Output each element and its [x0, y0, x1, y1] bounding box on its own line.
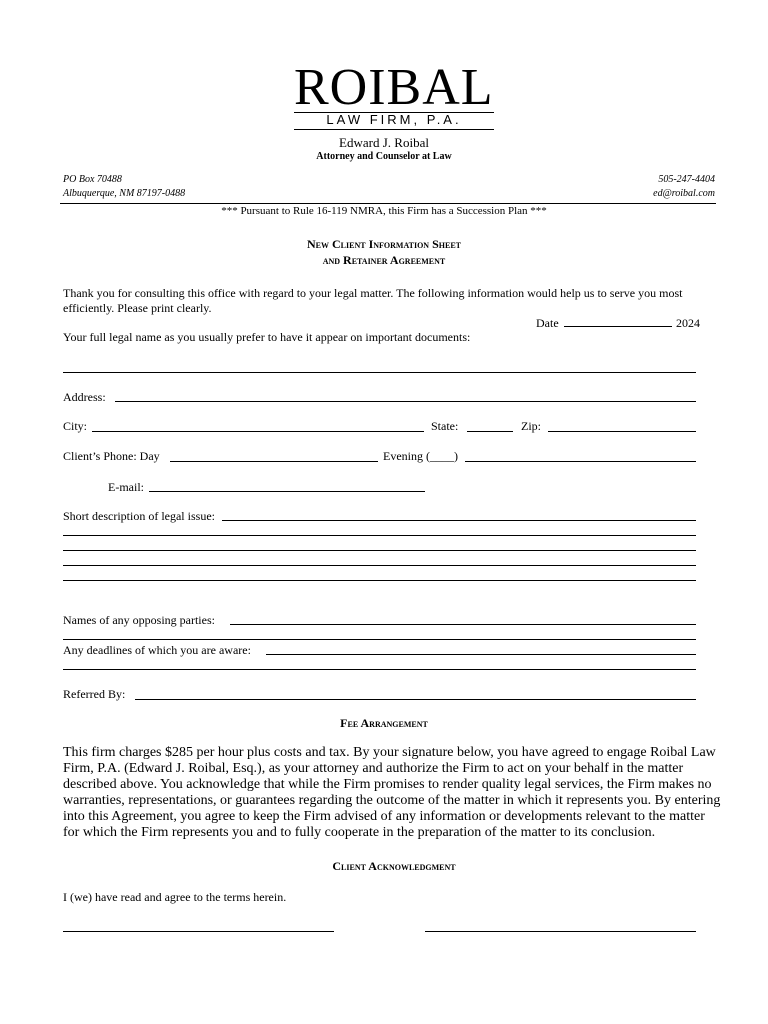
- referred-by-label: Referred By:: [63, 687, 126, 701]
- legal-issue-field-2[interactable]: [63, 535, 696, 536]
- opposing-parties-field-1[interactable]: [230, 624, 696, 625]
- address-label: Address:: [63, 390, 106, 404]
- city-label: City:: [63, 419, 88, 433]
- opposing-parties-field-2[interactable]: [63, 639, 696, 640]
- intro-text: Thank you for consulting this office with regard to your legal matter. The following information would help us to serve you most efficiently. Please print clearly.: [63, 286, 683, 315]
- document-title-line-2: and Retainer Agreement: [322, 253, 446, 267]
- legal-issue-field-3[interactable]: [63, 550, 696, 551]
- email-field[interactable]: [149, 491, 425, 492]
- legal-issue-field-4[interactable]: [63, 565, 696, 566]
- client-signature-field[interactable]: [63, 931, 334, 932]
- deadlines-field-2[interactable]: [63, 669, 696, 670]
- state-field[interactable]: [467, 431, 513, 432]
- acknowledgment-text: I (we) have read and agree to the terms herein.: [63, 890, 287, 904]
- logo-wordmark: ROIBAL: [294, 59, 494, 116]
- client-signature-field-2[interactable]: [425, 931, 696, 932]
- acknowledgment-heading: Client Acknowledgment: [332, 859, 456, 873]
- fee-heading: Fee Arrangement: [340, 716, 428, 730]
- phone-day-label: Client’s Phone: Day: [63, 449, 160, 463]
- date-label: Date: [536, 316, 559, 330]
- firm-logo: [288, 59, 496, 132]
- opposing-parties-label: Names of any opposing parties:: [63, 613, 215, 627]
- legal-issue-field-5[interactable]: [63, 580, 696, 581]
- document-title-line-1: New Client Information Sheet: [307, 237, 461, 251]
- succession-notice: *** Pursuant to Rule 16-119 NMRA, this Firm has a Succession Plan ***: [221, 205, 547, 217]
- deadlines-label: Any deadlines of which you are aware:: [63, 643, 251, 657]
- fee-text: This firm charges $285 per hour plus costs and tax. By your signature below, you have agreed to engage Roibal Law Firm, P.A. (Edward J. Roibal, Esq.), as your attorney and authorize the Firm to act on your behalf in the matter described above. You acknowledge that while the Firm promises to render quality legal services, the Firm makes no warranties, representations, or guarantees regarding the outcome of the matter in which it represents you. By entering into this Agreement, you agree to keep the Firm advised of any information or developments relevant to the matter for which the Firm represents you and to fully cooperate in the preparation of the matter to its conclusion.: [63, 745, 721, 840]
- email-label: E-mail:: [108, 480, 144, 494]
- date-field[interactable]: [564, 326, 672, 327]
- zip-field[interactable]: [548, 431, 696, 432]
- city-field[interactable]: [92, 431, 424, 432]
- zip-label: Zip:: [521, 419, 541, 433]
- address-line-1: PO Box 70488: [63, 174, 122, 185]
- deadlines-field-1[interactable]: [266, 654, 696, 655]
- firm-email[interactable]: ed@roibal.com: [653, 188, 715, 199]
- legal-issue-field-1[interactable]: [222, 520, 696, 521]
- attorney-name: Edward J. Roibal: [339, 135, 429, 150]
- referred-by-field[interactable]: [135, 699, 696, 700]
- logo-subtext: LAW FIRM, P.A.: [326, 112, 462, 127]
- full-name-label: Your full legal name as you usually prefer to have it appear on important documents:: [63, 330, 471, 344]
- address-line-2: Albuquerque, NM 87197-0488: [63, 188, 186, 199]
- phone-day-field[interactable]: [170, 461, 378, 462]
- state-label: State:: [431, 419, 459, 433]
- legal-issue-label: Short description of legal issue:: [63, 509, 215, 523]
- date-year: 2024: [676, 316, 700, 330]
- address-field[interactable]: [115, 401, 696, 402]
- full-name-field[interactable]: [63, 372, 696, 373]
- logo-rule-bottom: [294, 129, 494, 130]
- letterhead-divider: [60, 203, 716, 204]
- phone-evening-field[interactable]: [465, 461, 696, 462]
- firm-phone: 505-247-4404: [658, 174, 715, 185]
- attorney-title: Attorney and Counselor at Law: [316, 151, 452, 162]
- phone-evening-label: Evening (____): [383, 449, 458, 463]
